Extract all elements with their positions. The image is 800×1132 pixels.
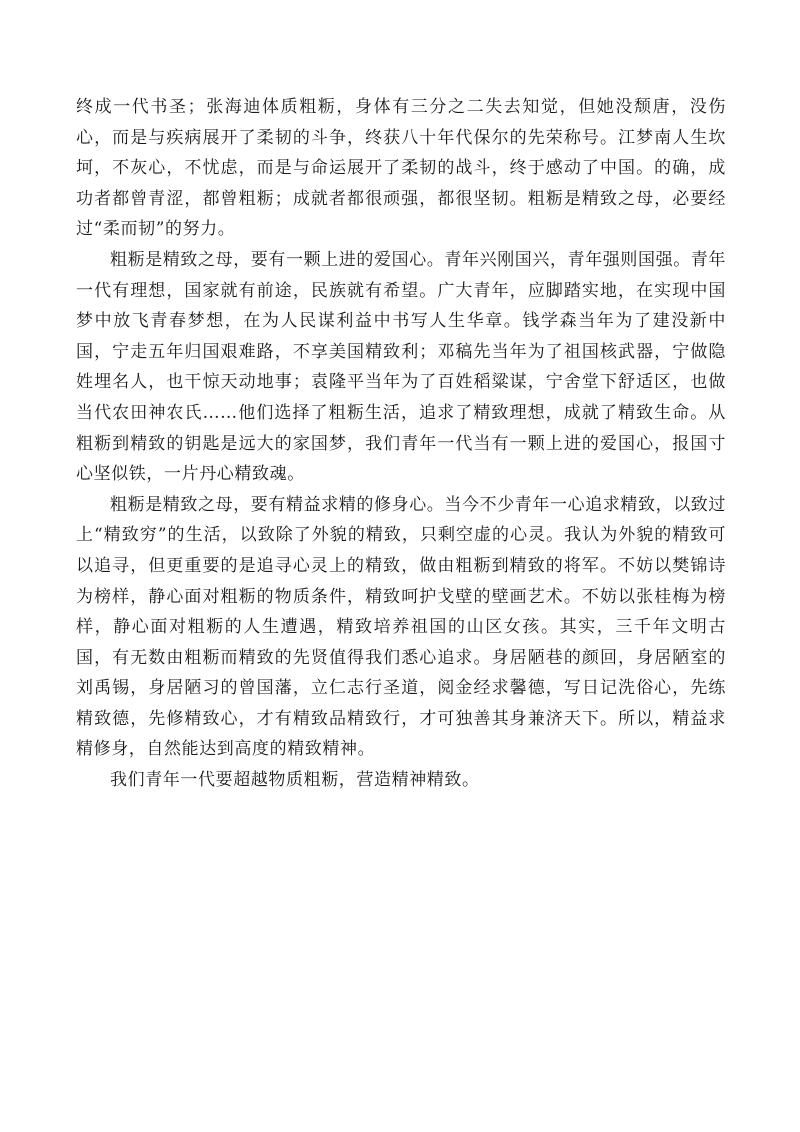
paragraph-1: 终成一代书圣；张海迪体质粗粝，身体有三分之二失去知觉，但她没颓唐，没伤心，而是与疾病展开了柔韧的斗争，终获八十年代保尔的先荣称号。江梦南人生坎坷，不灰心，不忧虑，而是与命运展开了柔韧的战斗，终于感动了中国。的确，成功者都曾青涩，都曾粗粝；成就者都很顽强，都很坚韧。粗粝是精致之母，必要经过“柔而韧”的努力。 — [76, 97, 726, 240]
paragraph-3: 粗粝是精致之母，要有精益求精的修身心。当今不少青年一心追求精致，以致过上“精致穷”的生活，以致除了外貌的精致，只剩空虚的心灵。我认为外貌的精致可以追寻，但更重要的是追寻心灵上的精致，做由粗粝到精致的将军。不妨以樊锦诗为榜样，静心面对粗粝的物质条件，精致呵护戈壁的壁画艺术。不妨以张桂梅为榜样，静心面对粗粝的人生遭遇，精致培养祖国的山区女孩。其实，三千年文明古国，有无数由粗粝而精致的先贤值得我们悉心追求。身居陋巷的颜回，身居陋室的刘禹锡，身居陋习的曾国藩，立仁志行圣道，阅金经求馨德，写日记洗俗心，先练精致德，先修精致心，才有精致品精致行，才可独善其身兼济天下。所以，精益求精修身，自然能达到高度的精致精神。 — [76, 494, 726, 760]
paragraph-2: 粗粝是精致之母，要有一颗上进的爱国心。青年兴刚国兴，青年强则国强。青年一代有理想，国家就有前途，民族就有希望。广大青年，应脚踏实地，在实现中国梦中放飞青春梦想，在为人民谋利益中书写人生华章。钱学森当年为了建没新中国，宁走五年归国艰难路，不享美国精致利；邓稿先当年为了祖国核武器，宁做隐姓埋名人，也干惊天动地事；袁隆平当年为了百姓稻粱谋，宁舍堂下舒适区，也做当代农田神农氏……他们选择了粗粝生活，追求了精致理想，成就了精致生命。从粗粝到精致的钥匙是远大的家国梦，我们青年一代当有一颗上进的爱国心，报国寸心坚似铁，一片丹心精致魂。 — [76, 249, 726, 485]
paragraph-4: 我们青年一代要超越物质粗粝，营造精神精致。 — [110, 770, 480, 791]
document-page — [76, 92, 726, 796]
